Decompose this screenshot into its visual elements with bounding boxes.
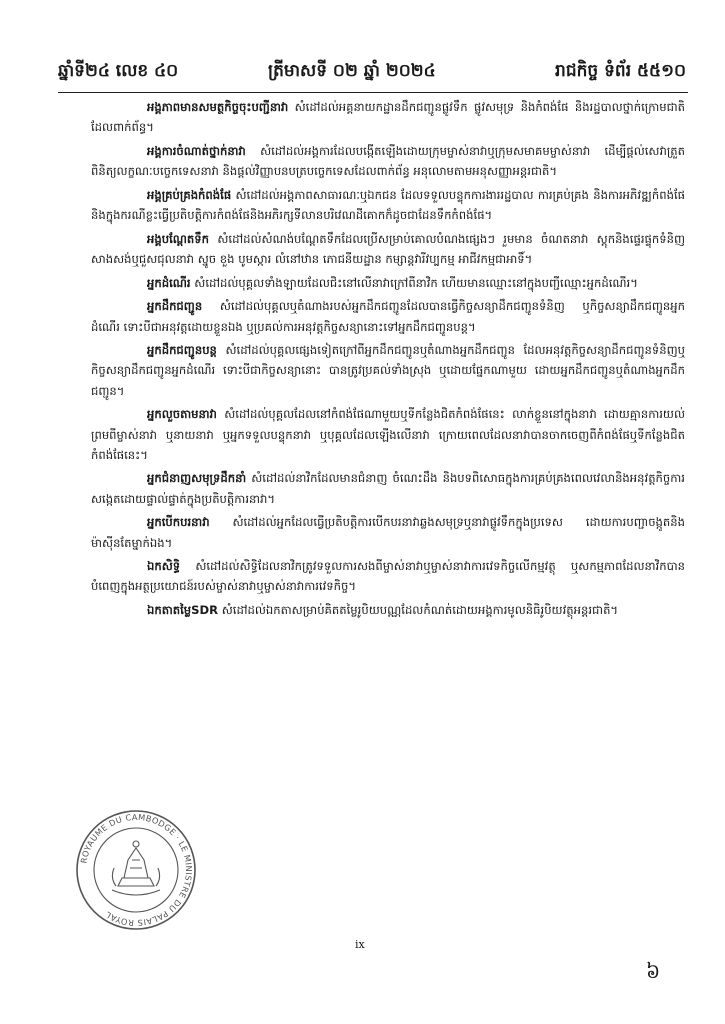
page-header xyxy=(58,60,686,90)
definition-term: អង្គការចំណាត់ថ្នាក់នាវា xyxy=(147,143,246,158)
page-number: ix xyxy=(355,938,365,951)
gazette-page-number: រាជកិច្ច ទំព័រ ៥៥១០ xyxy=(555,61,686,81)
definition-text: សំដៅដល់អង្គភាពសាធារណៈឬឯកជន ដែលទទួលបន្ទុកការងាររដ្ឋបាល ការគ្រប់គ្រង និងការអភិវឌ្ឍកំពង់ផែ និងក្នុងករណីខ្លះធ្វើប្រតិបត្តិការកំពង់ផែនិងអភិរក្សទីលានបរិវេណដីគោកក៏ដូចជាដែនទឹកកំពង់ផែ។ xyxy=(91,187,685,223)
definition-term: ឯកសិទ្ធិ xyxy=(147,559,181,574)
definition-term: អ្នកលួចតាមនាវា xyxy=(147,407,217,422)
definition-term: អង្គគ្រប់គ្រងកំពង់ផែ xyxy=(147,187,232,202)
definition-paragraph xyxy=(91,556,685,596)
definition-text: សំដៅដល់សំណង់បណ្តែតទឹកដែលប្រើសម្រាប់គោលបំណងផ្សេងៗ រួមមាន ចំណតនាវា ស្តុកនិងផ្ទេរផ្ទុកទំនិញ សាងសង់ឬជួសជុលនាវា ស្នូច ខួង បូមស្ការ លំនៅឋាន ភោជនីយដ្ឋាន កម្សាន្តវារីវប្បកម្ម អាជីវកម្មជាអាទិ៍។ xyxy=(91,231,685,266)
definition-paragraph xyxy=(91,296,685,336)
definition-text: សំដៅដល់អគ្គនាយកដ្ឋានដឹកជញ្ជូនផ្លូវទឹក ផ្លូវសមុទ្រ និងកំពង់ផែ និងរដ្ឋបាលថ្នាក់ក្រោមជាតិដែលពាក់ព័ន្ធ។ xyxy=(91,100,685,135)
definition-term: អ្នកដំណើរ xyxy=(147,275,191,290)
definition-paragraph xyxy=(91,404,685,465)
definition-paragraph xyxy=(91,340,685,401)
definition-paragraph xyxy=(91,468,685,508)
definition-text: សំដៅដល់បុគ្គលផ្សេងទៀតក្រៅពីអ្នកដឹកជញ្ជូនឬតំណាងអ្នកដឹកជញ្ជូន ដែលអនុវត្តកិច្ចសន្យាដឹកជញ្ជូនទំនិញឬកិច្ចសន្យាដឹកជញ្ជូនអ្នកដំណើរ ទោះបីជាកិច្ចសន្យានោះ បានត្រូវប្រគល់ទាំងស្រុង ឬដោយផ្នែកណាមួយ ដោយអ្នកដឹកជញ្ជូនឬតំណាងអ្នកដឹកជញ្ជូន។ xyxy=(91,343,685,398)
definition-text: សំដៅដល់ឯកតាសម្រាប់គិតតម្លៃរូបិយបណ្ណដែលកំណត់ដោយអង្គការមូលនិធិរូបិយវត្ថុអន្តរជាតិ។ xyxy=(218,603,619,618)
definition-paragraph xyxy=(91,97,685,137)
definition-paragraph xyxy=(91,229,685,269)
royal-palace-seal-icon xyxy=(74,808,198,932)
definition-term: អ្នកដឹកជញ្ជូន xyxy=(147,299,203,314)
seal-text: ROYAUME DU CAMBODGE · LE MINISTRE DU PALAIS ROYAL xyxy=(78,811,195,929)
definition-text: សំដៅដល់អង្គការដែលបង្កើតឡើងដោយក្រុមម្ចាស់នាវាឬក្រុមសមាគមម្ចាស់នាវា ដើម្បីផ្តល់សេវាត្រួតពិនិត្យលក្ខណៈបច្ចេកទេសនាវា និងផ្តល់វិញ្ញាបនបត្របច្ចេកទេសដែលពាក់ព័ន្ធ អនុលោមតាមអនុសញ្ញាអន្តរជាតិ។ xyxy=(91,143,685,179)
definition-term: អ្នកបើកបរនាវា xyxy=(147,515,210,530)
definition-text: សំដៅដល់នាវិកដែលមានជំនាញ ចំណេះដឹង និងបទពិសោធក្នុងការគ្រប់គ្រងពេលវេលានិងអនុវត្តកិច្ចការសង្កេតដោយផ្ទាល់ផ្ទាត់ក្នុងប្រតិបត្តិការនាវា។ xyxy=(91,471,685,506)
definition-term: អង្គបណ្តែតទឹក xyxy=(147,231,209,246)
definition-paragraph xyxy=(91,273,685,293)
definition-term: អ្នកជំនាញសមុទ្រដឹកនាំ xyxy=(147,471,247,486)
gazette-year-issue: ឆ្នាំទី២៤ លេខ ៤០ xyxy=(58,61,179,81)
definition-term: ឯកតាតម្លៃSDR xyxy=(147,603,219,618)
svg-text:ROYAUME DU CAMBODGE · LE MINIS xyxy=(78,812,194,928)
definition-term: អ្នកដឹកជញ្ជូនបន្ត xyxy=(147,343,217,358)
definition-paragraph xyxy=(91,600,685,620)
definition-paragraph xyxy=(91,512,685,552)
definition-paragraph xyxy=(91,185,685,225)
definition-text: សំដៅដល់បុគ្គលដែលនៅកំពង់ផែណាមួយឬទីកន្លែងជិតកំពង់ផែនេះ លាក់ខ្លួននៅក្នុងនាវា ដោយគ្មានការយល់ព្រមពីម្ចាស់នាវា ឬនាយនាវា ឬអ្នកទទួលបន្ទុកនាវា ឬបុគ្គលដែលឡើងលើនាវា ក្រោយពេលដែលនាវាបានចាកចេញពីកំពង់ផែឬទីកន្លែងជិតកំពង់ផែនេះ។ xyxy=(91,407,685,462)
definition-text: សំដៅដល់សិទ្ធិដែលនាវិកត្រូវទទួលការសងពីម្ចាស់នាវាឬម្ចាស់នាវាការវេទកិច្ចលើកម្មវត្ថុ ឬសកម្មភាពដែលនាវិកបានបំពេញក្នុងអត្ថប្រយោជន៍របស់ម្ចាស់នាវាឬម្ចាស់នាវាការវេទកិច្ច។ xyxy=(91,559,685,594)
definition-text: សំដៅដល់អ្នកដែលធ្វើប្រតិបត្តិការបើកបរនាវាឆ្លងសមុទ្រឬនាវាផ្លូវទឹកក្នុងប្រទេស ដោយការបញ្ជាចង្កូតនិងម៉ាស៊ីនតែម្នាក់ឯង។ xyxy=(91,515,685,550)
header-rule xyxy=(58,92,688,93)
definition-text: សំដៅដល់បុគ្គលឬតំណាងរបស់អ្នកដឹកជញ្ជូនដែលបានធ្វើកិច្ចសន្យាដឹកជញ្ជូនទំនិញ ឬកិច្ចសន្យាដឹកជញ្ជូនអ្នកដំណើរ ទោះបីជាអនុវត្តដោយខ្លួនឯង ឬប្រគល់ការអនុវត្តកិច្ចសន្យានោះទៅអ្នកដឹកជញ្ជូនបន្ត។ xyxy=(91,299,685,334)
definition-text: សំដៅដល់បុគ្គលទាំងឡាយដែលជិះនៅលើនាវាក្រៅពីនាវិក ហើយមានឈ្មោះនៅក្នុងបញ្ជីឈ្មោះអ្នកដំណើរ។ xyxy=(190,275,638,290)
corner-page-mark: ៦ xyxy=(646,959,661,983)
definition-term: អង្គភាពមានសមត្ថកិច្ចចុះបញ្ជីនាវា xyxy=(147,100,289,114)
gazette-quarter: ត្រីមាសទី ០២ ឆ្នាំ ២០២៤ xyxy=(268,61,436,81)
definition-paragraph xyxy=(91,141,685,181)
definitions-body xyxy=(91,97,685,624)
